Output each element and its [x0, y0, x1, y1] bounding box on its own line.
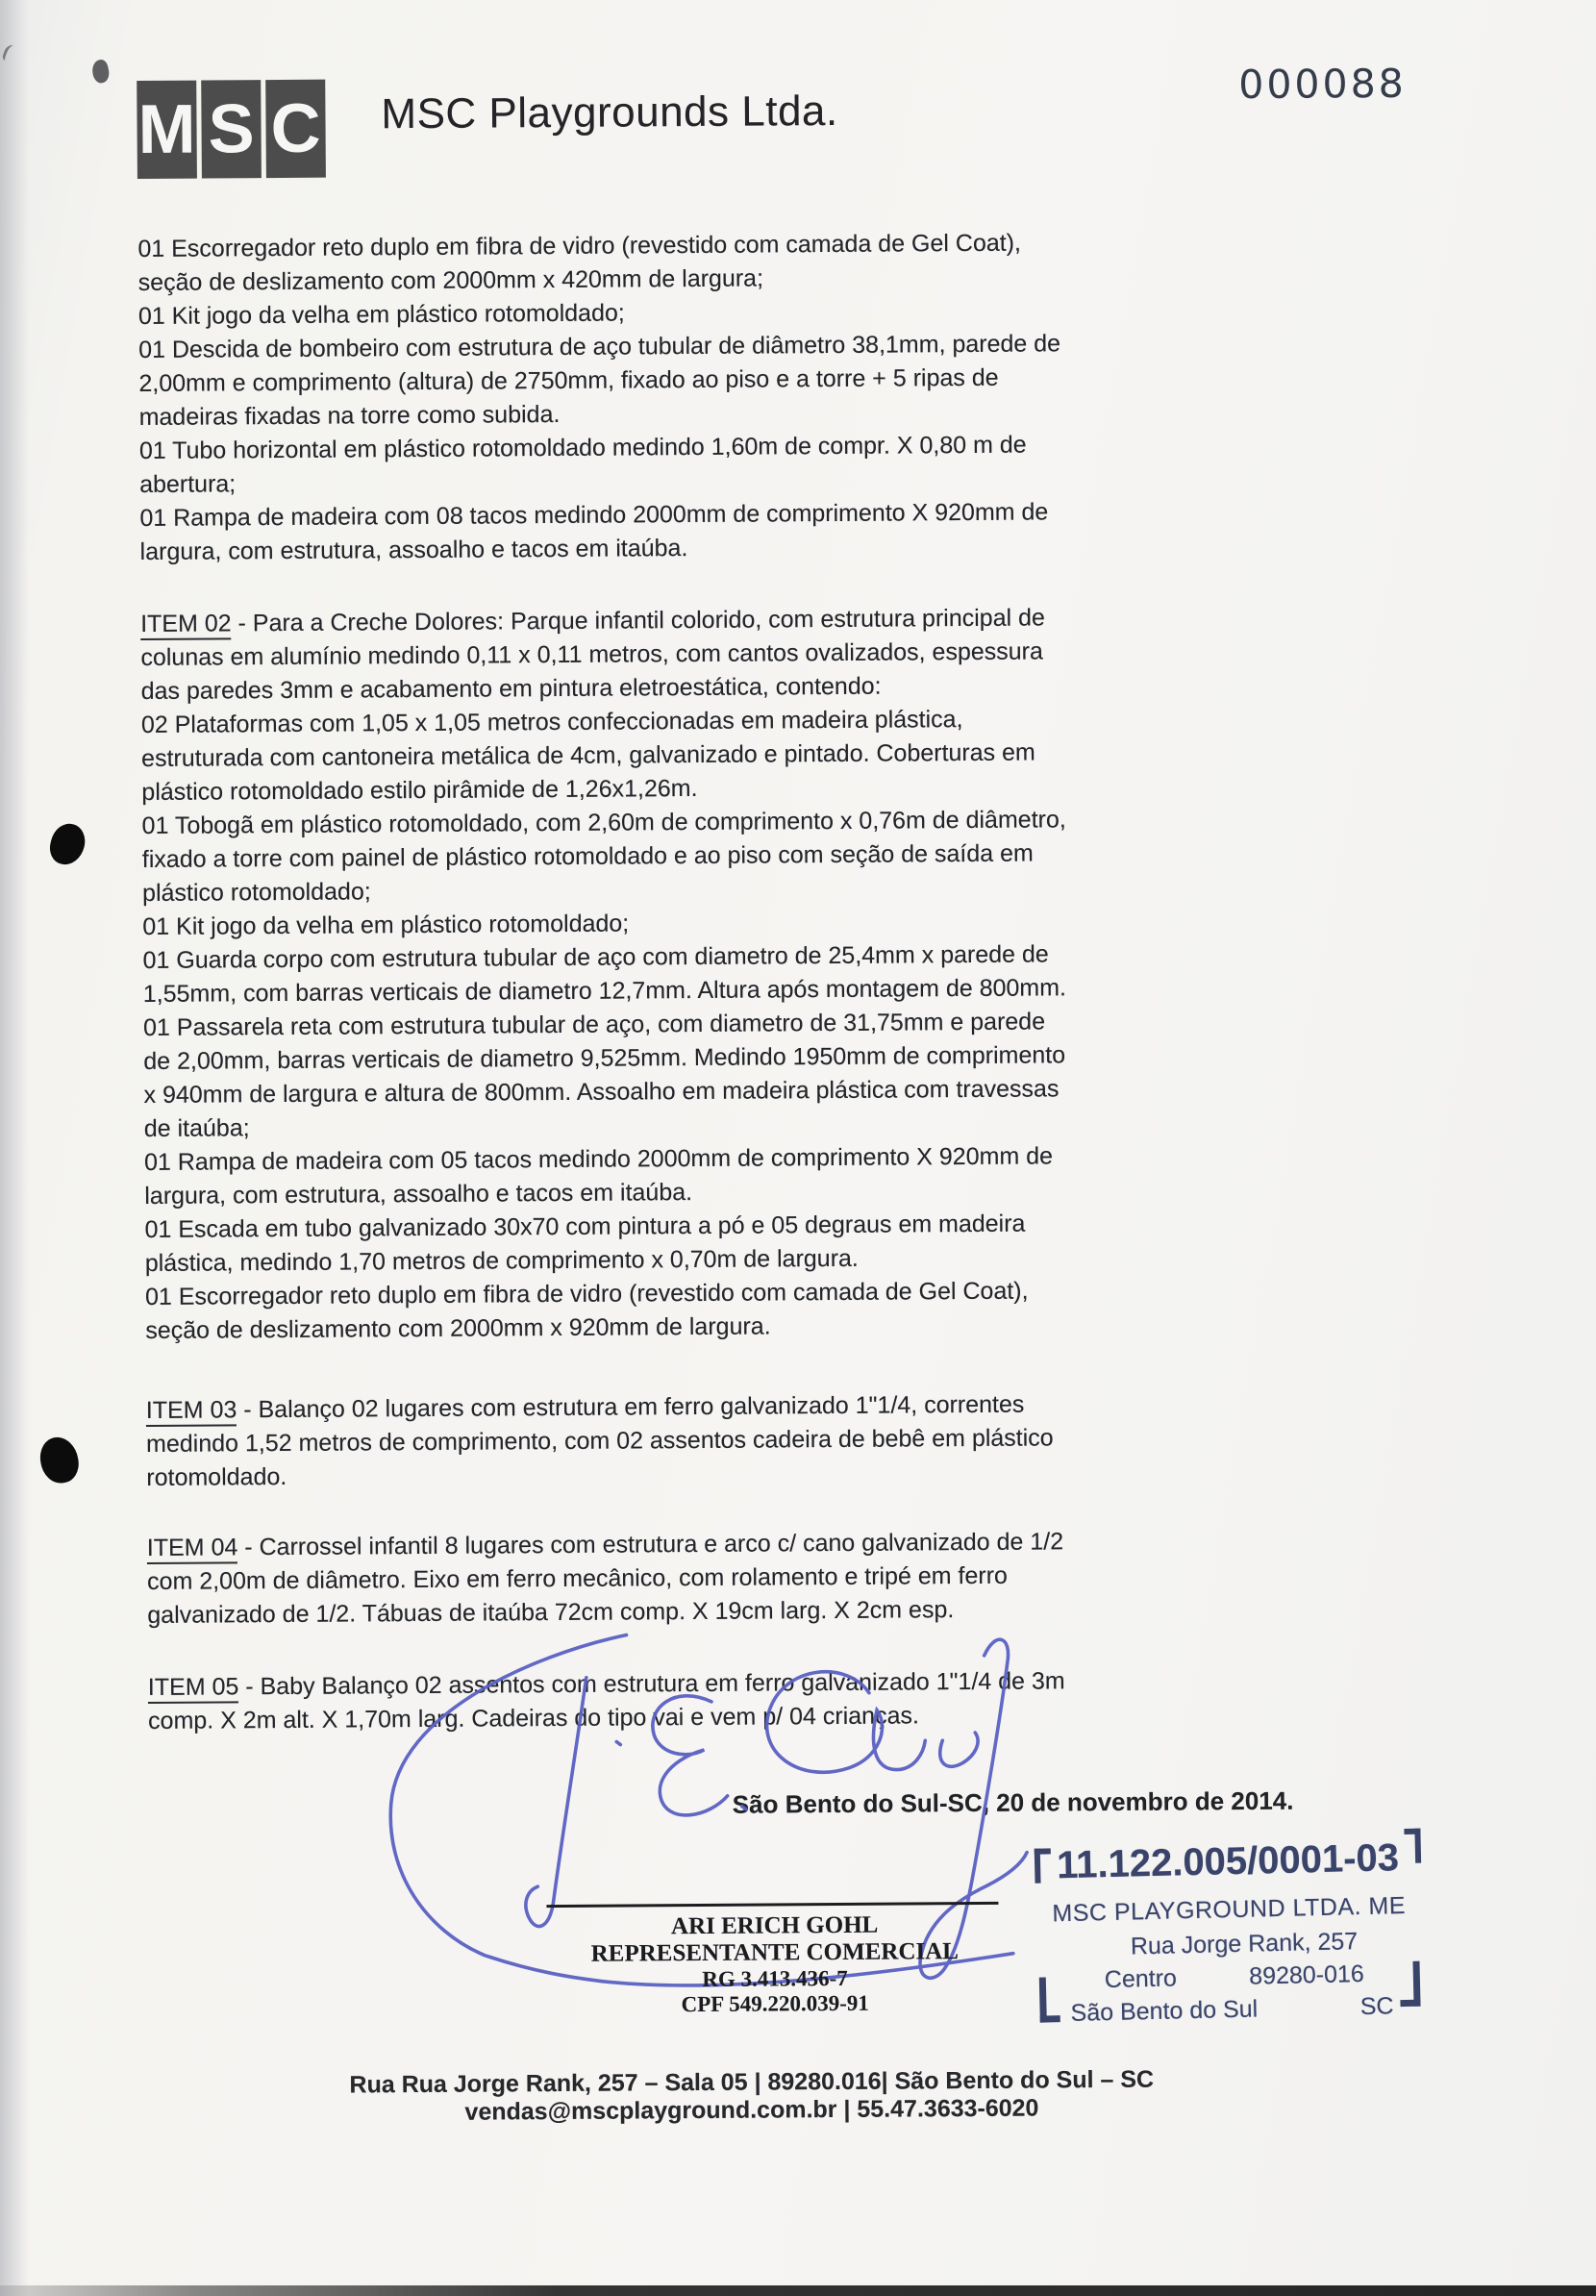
ink-blot — [37, 1435, 82, 1485]
msc-logo — [137, 80, 326, 179]
logo-letter-m: M — [137, 81, 197, 179]
item04-heading: ITEM 04 — [147, 1534, 238, 1564]
stamp-city: São Bento do Sul — [1070, 1995, 1259, 2027]
stamp-bracket-bottom-right-icon — [1399, 1961, 1420, 2007]
item02-heading: ITEM 02 — [140, 610, 232, 640]
stamp-bracket-top-right-icon — [1404, 1829, 1421, 1863]
signer-role: REPRESENTANTE COMERCIAL — [590, 1938, 960, 1967]
item03-paragraph — [146, 1387, 1054, 1495]
footer-email-phone: vendas@mscplayground.com.br | 55.47.3633-6020 — [464, 2094, 1039, 2126]
logo-letter-s: S — [201, 80, 262, 178]
stamp-state: SC — [1359, 1992, 1394, 2021]
city-date-line: São Bento do Sul-SC, 20 de novembro de 2014. — [732, 1785, 1294, 1819]
stamp-street: Rua Jorge Rank, 257 — [1130, 1928, 1359, 1960]
company-title: MSC Playgrounds Ltda. — [381, 87, 838, 138]
stamp-cnpj-row — [1034, 1827, 1421, 1890]
item03-text: - Balanço 02 lugares com estrutura em ferro galvanizado 1"1/4, correntes medindo 1,52 metros de comprimento, com 02 assentos cadeira de bebê em plástico rotomoldado. — [146, 1390, 1054, 1491]
document-body — [137, 225, 1195, 1734]
signer-name: ARI ERICH GOHL — [670, 1911, 879, 1940]
document-number: 000088 — [1238, 60, 1407, 109]
footer-contact-block — [247, 2065, 1257, 2128]
stamp-cnpj: 11.122.005/0001-03 — [1056, 1836, 1400, 1887]
item02-paragraph — [140, 601, 1070, 1348]
item04-paragraph — [147, 1525, 1064, 1633]
item05-heading: ITEM 05 — [148, 1673, 239, 1704]
item04-text: - Carrossel infantil 8 lugares com estrutura e arco c/ cano galvanizado de 1/2 com 2,00m de diâmetro. Eixo em ferro mecânico, com rolamento e tripé em ferro galvanizado de 1/2. Tábuas de itaúba 72cm comp. X 19cm larg. X 2cm esp. — [147, 1528, 1064, 1629]
logo-letter-c: C — [265, 80, 326, 178]
stamp-bracket-bottom-left-icon — [1039, 1977, 1060, 2022]
signer-identity-block — [525, 1911, 1026, 2019]
signer-rg: RG 3.413.436-7 — [702, 1965, 848, 1991]
stamp-city-row — [1037, 1992, 1425, 2029]
pen-mark — [1, 43, 21, 64]
item01-paragraph: 01 Escorregador reto duplo em fibra de vidro (revestido com camada de Gel Coat), seção de deslizamento com 2000mm x 420mm de largura; 01 Kit jogo da velha em plástico rotomoldado; 01 Descida de bombeiro com estrutura de aço tubular de diâmetro 38,1mm, parede de 2,00mm e comprimento (altura) de 2750mm, fixado ao piso e a torre + 5 ripas de madeiras fixadas na torre como subida. 01 Tubo horizontal em plástico rotomoldado medindo 1,60m de compr. X 0,80 m de abertura; 01 Rampa de madeira com 08 tacos medindo 2000mm de comprimento X 920mm de largura, com estrutura, assoalho e tacos em itaúba. — [137, 229, 1061, 566]
stamp-cep: 89280-016 — [1248, 1959, 1365, 1990]
signer-cpf: CPF 549.220.039-91 — [681, 1990, 869, 2017]
ink-blot — [46, 820, 88, 868]
item02-text: - Para a Creche Dolores: Parque infantil colorido, com estrutura principal de colunas em alumínio medindo 0,11 x 0,11 metros, com cantos ovalizados, espessura das paredes 3mm e acabamento em pintura eletroestática, contendo: 02 Plataformas com 1,05 x 1,05 metros confeccionadas em madeira plástica, estruturada com cantoneira metálica de 4cm, galvanizado e pintado. Coberturas em plástico rotomoldado estilo pirâmide de 1,26x1,26m. 01 Tobogã em plástico rotomoldado, com 2,60m de comprimento x 0,76m de diâmetro, fixado a torre com painel de plástico rotomoldado e ao piso com seção de saída em plástico rotomoldado; 01 Kit jogo da velha em plástico rotomoldado; 01 Guarda corpo com estrutura tubular de aço com diametro de 25,4mm x parede de 1,55mm, com barras verticais de diametro 12,7mm. Altura após montagem de 800mm. 01 Passarela reta com estrutura tubular de aço, com diametro de 31,75mm e parede de 2,00mm, barras verticais de diametro 9,525mm. Medindo 1950mm de comprimento x 940mm de largura e altura de 800mm. Assoalho em madeira plástica com travessas de itaúba; 01 Rampa de madeira com 05 tacos medindo 2000mm de comprimento X 920mm de largura, com estrutura, assoalho e tacos em itaúba. 01 Escada em tubo galvanizado 30x70 com pintura a pó e 05 degraus em madeira plástica, medindo 1,70 metros de comprimento x 0,70m de largura. 01 Escorregador reto duplo em fibra de vidro (revestido com camada de Gel Coat), seção de deslizamento com 2000mm x 920mm de largura. — [140, 604, 1067, 1344]
stamp-district: Centro — [1104, 1964, 1178, 1994]
footer-address: Rua Rua Jorge Rank, 257 – Sala 05 | 89280.016| São Bento do Sul – SC — [349, 2065, 1155, 2099]
pen-mark — [90, 59, 112, 85]
company-stamp — [1034, 1827, 1424, 2029]
stamp-bracket-top-left-icon — [1035, 1848, 1052, 1883]
item03-heading: ITEM 03 — [146, 1396, 237, 1427]
scan-bottom-edge — [0, 2285, 1596, 2296]
stamp-district-row — [1037, 1959, 1425, 1996]
stamp-company-name: MSC PLAYGROUND LTDA. ME — [1052, 1891, 1407, 1928]
item05-text: - Baby Balanço 02 assentos com estrutura em ferro galvanizado 1"1/4 de 3m comp. X 2m alt. X 1,70m larg. Cadeiras do tipo vai e vem p/ 04 crianças. — [148, 1667, 1065, 1734]
